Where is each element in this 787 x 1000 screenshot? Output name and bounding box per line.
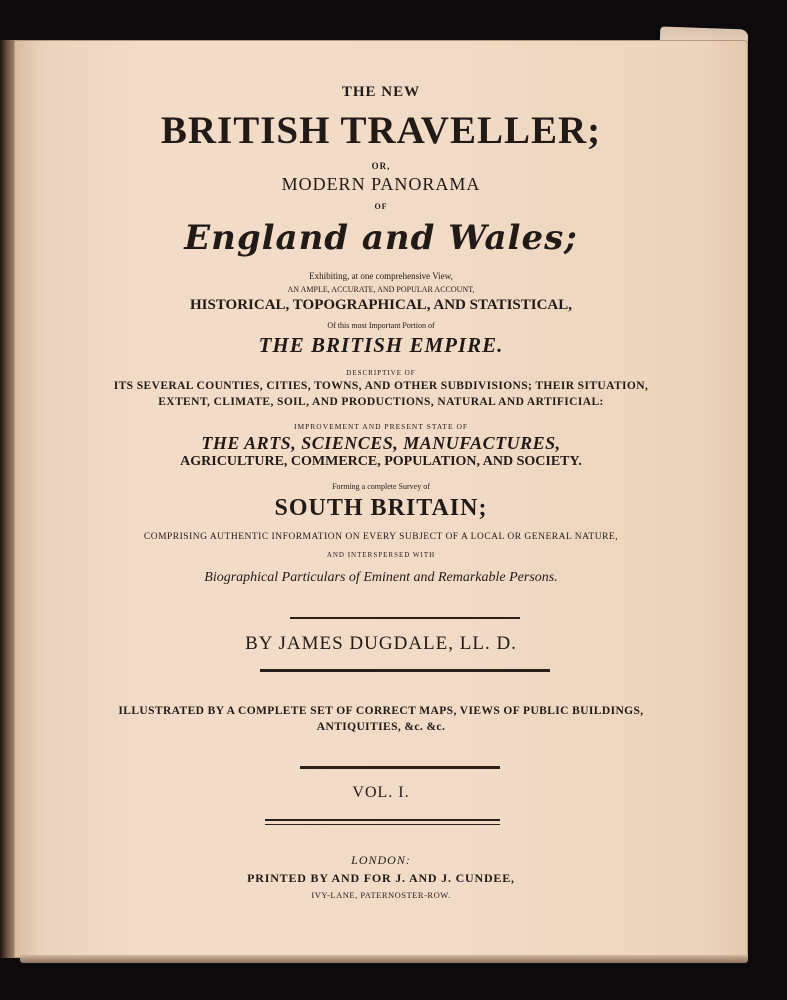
or-line: OR, — [371, 161, 391, 171]
biographical-line: Biographical Particulars of Eminent and Remarkable Persons. — [204, 570, 558, 585]
counties-line: ITS SEVERAL COUNTIES, CITIES, TOWNS, AND OTHER SUBDIVISIONS; THEIR SITUATION, — [113, 380, 649, 392]
south-britain: SOUTH BRITAIN; — [274, 495, 488, 521]
british-empire: THE BRITISH EMPIRE. — [258, 333, 504, 357]
forming-survey-line: Forming a complete Survey of — [332, 482, 430, 491]
rule-below-volume-thin — [265, 824, 500, 825]
printed-by-line: PRINTED BY AND FOR J. AND J. CUNDEE, — [247, 871, 515, 885]
extent-climate-line: EXTENT, CLIMATE, SOIL, AND PRODUCTIONS, NATURAL AND ARTIFICIAL: — [158, 396, 604, 408]
modern-panorama: MODERN PANORAMA — [281, 174, 481, 194]
rule-above-author — [290, 617, 520, 619]
historical-line: HISTORICAL, TOPOGRAPHICAL, AND STATISTICAL, — [189, 297, 573, 313]
interspersed-line: AND INTERSPERSED WITH — [326, 551, 436, 559]
line-the-new: THE NEW — [341, 84, 421, 100]
ample-account-line: AN AMPLE, ACCURATE, AND POPULAR ACCOUNT, — [287, 285, 475, 294]
rule-below-volume — [265, 819, 500, 821]
volume-line: VOL. I. — [352, 784, 410, 801]
illustrated-line-2: ANTIQUITIES, &c. &c. — [316, 721, 446, 733]
of-this-portion-line: Of this most Important Portion of — [327, 321, 435, 330]
improvement-line: IMPROVEMENT AND PRESENT STATE OF — [293, 422, 469, 431]
descriptive-of-line: DESCRIPTIVE OF — [346, 369, 416, 377]
of-line: OF — [374, 202, 388, 211]
rule-above-volume — [300, 766, 500, 769]
england-and-wales: England and Wales; — [184, 218, 578, 258]
page-bottom-edge — [20, 955, 748, 963]
author-line: BY JAMES DUGDALE, LL. D. — [245, 633, 517, 654]
exhibiting-line: Exhibiting, at one comprehensive View, — [309, 271, 453, 281]
address-line: IVY-LANE, PATERNOSTER-ROW. — [311, 890, 451, 900]
illustrated-line-1: ILLUSTRATED BY A COMPLETE SET OF CORRECT MAPS, VIEWS OF PUBLIC BUILDINGS, — [118, 705, 644, 717]
arts-sciences-line: THE ARTS, SCIENCES, MANUFACTURES, — [201, 433, 561, 453]
rule-below-author — [260, 669, 550, 672]
comprising-line: COMPRISING AUTHENTIC INFORMATION ON EVERY SUBJECT OF A LOCAL OR GENERAL NATURE, — [143, 532, 619, 542]
main-title: BRITISH TRAVELLER; — [160, 109, 602, 152]
london-line: LONDON: — [351, 853, 411, 867]
agriculture-line: AGRICULTURE, COMMERCE, POPULATION, AND SOCIETY. — [180, 454, 582, 469]
